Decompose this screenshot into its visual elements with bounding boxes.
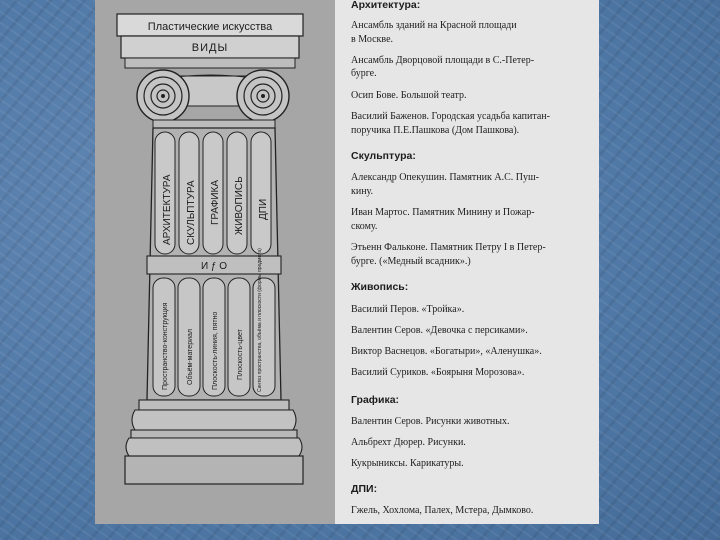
top-label: Пластические искусства — [147, 21, 273, 33]
right-volute — [237, 70, 289, 122]
scanned-page — [95, 0, 599, 524]
text-line: бурге. — [351, 68, 377, 79]
lower-column-label-4: Плоскость-цвет — [237, 329, 244, 380]
ionic-column-drawing — [95, 0, 335, 524]
necking — [153, 120, 275, 128]
section-heading: Графика: — [351, 394, 400, 406]
section-heading: Скульптура: — [351, 150, 416, 162]
text-line: поручика П.Е.Пашкова (Дом Пашкова). — [351, 125, 520, 136]
text-line: Осип Бове. Большой театр. — [351, 90, 467, 101]
section-heading: ДПИ: — [351, 483, 378, 495]
examples-text — [351, 0, 597, 524]
text-line: Ансамбль Дворцовой площади в С.-Петер- — [351, 55, 535, 66]
text-line: кину. — [351, 186, 374, 197]
sub-label: ВИДЫ — [191, 42, 229, 54]
text-line: Альбрехт Дюрер. Рисунки. — [351, 437, 466, 448]
lower-column-label-3: Плоскость-линия, пятно — [212, 311, 219, 390]
upper-column-label-1: АРХИТЕКТУРА — [162, 174, 173, 245]
abacus — [125, 58, 295, 68]
text-line: скому. — [351, 221, 378, 232]
lower-column-label-5a: Синтез пространства, объёма и плоскости (формы предмета) — [257, 248, 263, 392]
text-line: Валентин Серов. Рисунки животных. — [351, 416, 510, 427]
text-line: Виктор Васнецов. «Богатыри», «Аленушка». — [351, 346, 542, 357]
upper-column-label-4: ЖИВОПИСЬ — [234, 176, 245, 235]
text-line: Василий Баженов. Городская усадьба капитан- — [351, 111, 550, 122]
text-line: Василий Суриков. «Боярыня Морозова». — [351, 367, 525, 378]
text-line: бурге. («Медный всадник».) — [351, 256, 471, 267]
text-line: Иван Мартос. Памятник Минину и Пожар- — [351, 207, 535, 218]
upper-column-label-2: СКУЛЬПТУРА — [186, 180, 197, 245]
column-diagram — [95, 0, 335, 524]
lower-column-label-2: Объём-материал — [187, 329, 194, 385]
text-line: Гжель, Хохлома, Палех, Мстера, Дымково. — [351, 505, 534, 516]
section-heading: Архитектура: — [351, 0, 421, 11]
text-line: Валентин Серов. «Девочка с персиками». — [351, 325, 528, 336]
text-line: Василий Перов. «Тройка». — [351, 304, 465, 315]
lower-column-label-1: Пространство-конструкция — [162, 302, 169, 390]
text-line: Александр Опекушин. Памятник А.С. Пуш- — [351, 172, 539, 183]
text-line: Ансамбль зданий на Красной площади — [351, 20, 517, 31]
left-volute — [137, 70, 189, 122]
text-line: в Москве. — [351, 34, 394, 45]
section-heading: Живопись: — [351, 281, 409, 293]
middle-label: И ƒ О — [200, 261, 228, 272]
text-line: Этьенн Фальконе. Памятник Петру I в Петер- — [351, 242, 546, 253]
upper-column-label-3: ГРАФИКА — [210, 179, 221, 225]
column-base — [125, 400, 303, 484]
upper-column-label-5: ДПИ — [258, 198, 269, 220]
text-line: Кукрыниксы. Карикатуры. — [351, 458, 464, 469]
